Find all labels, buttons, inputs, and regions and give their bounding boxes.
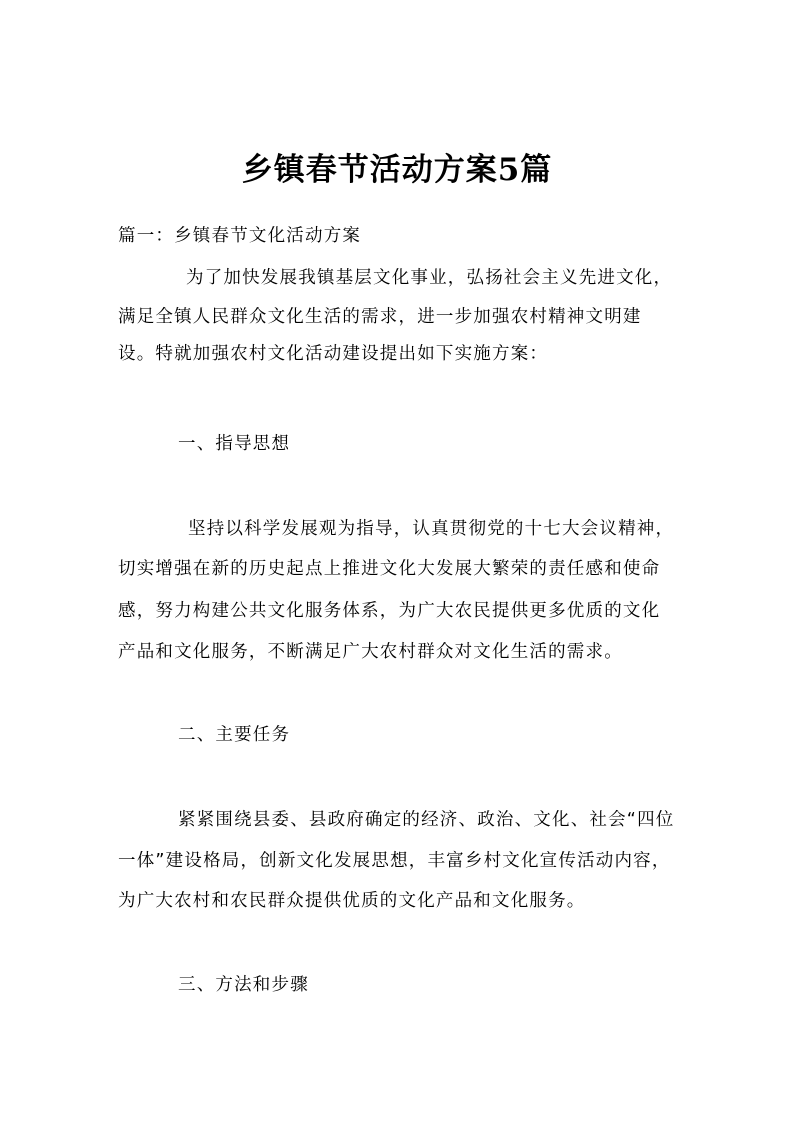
section-1-line-4: 产品和文化服务，不断满足广大农村群众对文化生活的需求。: [118, 642, 623, 662]
intro-line-3: 设。特就加强农村文化活动建设提出如下实施方案：: [118, 344, 549, 364]
document-title: 乡镇春节活动方案5篇: [241, 152, 553, 188]
section-1-line-3: 感，努力构建公共文化服务体系，为广大农民提供更多优质的文化: [118, 601, 661, 621]
section-3-heading: 三、方法和步骤: [178, 975, 309, 995]
intro-line-1: 为了加快发展我镇基层文化事业，弘扬社会主义先进文化，: [186, 268, 673, 288]
section-2-line-3: 为广大农村和农民群众提供优质的文化产品和文化服务。: [118, 891, 586, 911]
section-2-line-1: 紧紧围绕县委、县政府确定的经济、政治、文化、社会“四位: [178, 810, 675, 830]
chapter-heading: 篇一：乡镇春节文化活动方案: [118, 226, 362, 246]
section-2-heading: 二、主要任务: [178, 725, 291, 745]
section-1-line-2: 切实增强在新的历史起点上推进文化大发展大繁荣的责任感和使命: [118, 559, 661, 579]
section-1-line-1: 坚持以科学发展观为指导，认真贯彻党的十七大会议精神，: [188, 519, 675, 539]
intro-line-2: 满足全镇人民群众文化生活的需求，进一步加强农村精神文明建: [118, 307, 642, 327]
section-2-line-2: 一体”建设格局，创新文化发展思想，丰富乡村文化宣传活动内容，: [118, 851, 671, 871]
section-1-heading: 一、指导思想: [178, 434, 291, 454]
